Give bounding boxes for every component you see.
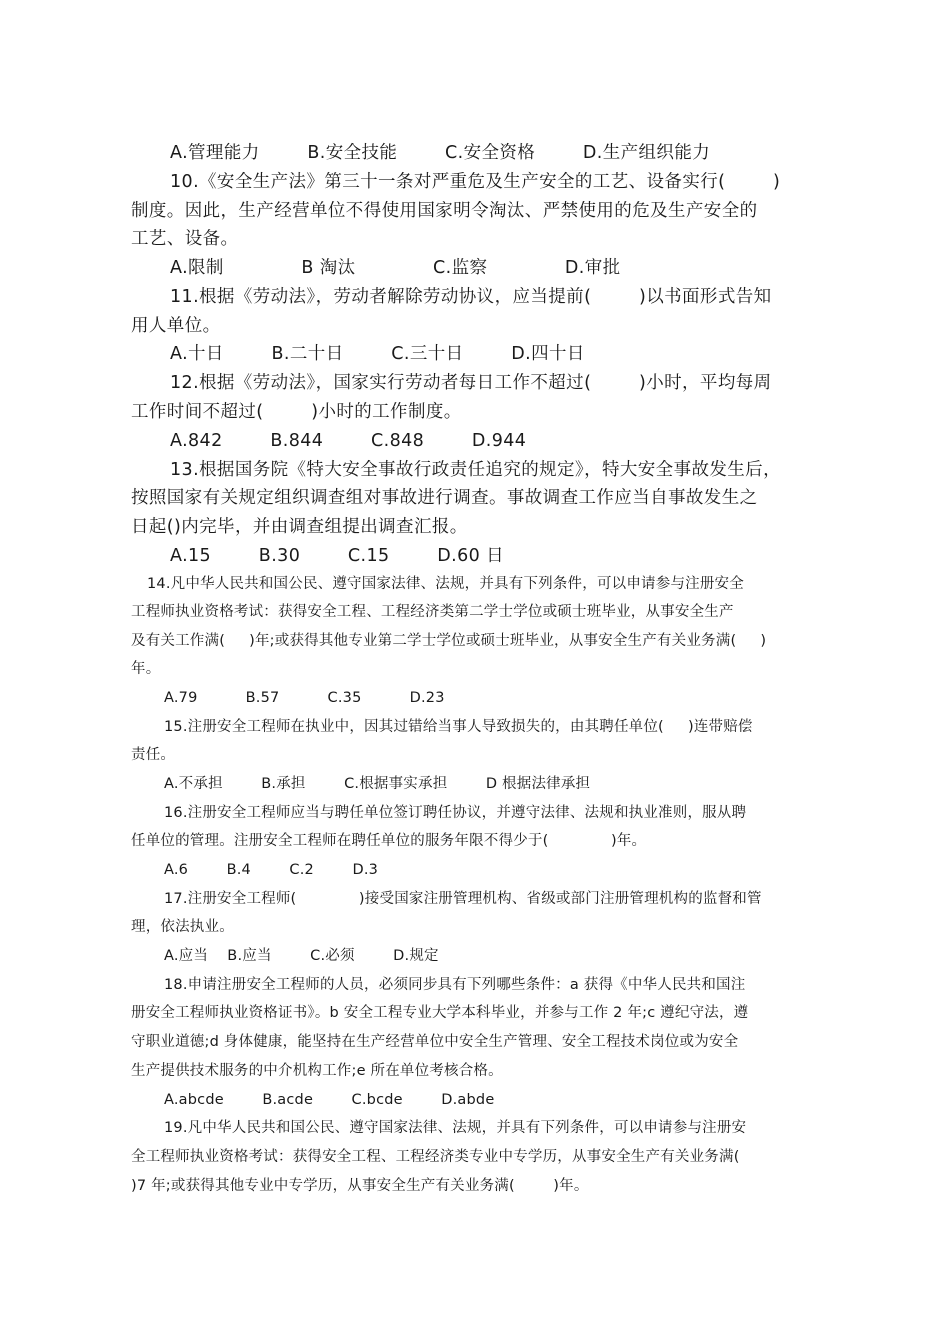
q11-text-line2: 用人单位。 <box>131 316 221 336</box>
q16-options: A.6 B.4 C.2 D.3 <box>164 862 379 878</box>
q13-text-line2: 按照国家有关规定组织调查组对事故进行调查。事故调查工作应当自事故发生之 <box>131 488 758 508</box>
q18-options: A.abcde B.acde C.bcde D.abde <box>164 1092 495 1108</box>
q11-text-line1: 11.根据《劳动法》，劳动者解除劳动协议，应当提前( )以书面形式告知 <box>170 287 772 307</box>
q14-text-line2: 工程师执业资格考试：获得安全工程、工程经济类第二学士学位或硕士班毕业，从事安全生产 <box>131 604 734 620</box>
q18-text-line3: 守职业道德;d 身体健康，能坚持在生产经营单位中安全生产管理、安全工程技术岗位或为安全 <box>131 1034 739 1050</box>
q10-text-line3: 工艺、设备。 <box>131 229 239 249</box>
q13-text-line3: 日起()内完毕，并由调查组提出调查汇报。 <box>131 517 468 537</box>
q15-text-line1: 15.注册安全工程师在执业中，因其过错给当事人导致损失的，由其聘任单位( )连带赔偿 <box>164 719 753 735</box>
q18-text-line1: 18.申请注册安全工程师的人员，必须同步具有下列哪些条件：a 获得《中华人民共和国注 <box>164 977 746 993</box>
q14-text-line4: 年。 <box>131 661 161 677</box>
q18-text-line2: 册安全工程师执业资格证书》。b 安全工程专业大学本科毕业，并参与工作 2 年;c 遵纪守法，遵 <box>131 1005 749 1021</box>
q12-text-line2: 工作时间不超过( )小时的工作制度。 <box>131 402 462 422</box>
q11-options: A.十日 B.二十日 C.三十日 D.四十日 <box>170 344 585 364</box>
q10-text-line2: 制度。因此，生产经营单位不得使用国家明令淘汰、严禁使用的危及生产安全的 <box>131 201 758 221</box>
q14-text-line1: 14.凡中华人民共和国公民、遵守国家法律、法规，并具有下列条件，可以申请参与注册安全 <box>147 576 744 592</box>
q14-text-line3: 及有关工作满( )年;或获得其他专业第二学士学位或硕士班毕业，从事安全生产有关业务满( ) <box>131 633 767 649</box>
q16-text-line1: 16.注册安全工程师应当与聘任单位签订聘任协议，并遵守法律、法规和执业准则，服从聘 <box>164 805 747 821</box>
q12-options: A.842 B.844 C.848 D.944 <box>170 431 527 451</box>
q10-options: A.限制 B 淘汰 C.监察 D.审批 <box>170 258 621 278</box>
q9-options: A.管理能力 B.安全技能 C.安全资格 D.生产组织能力 <box>170 143 711 163</box>
q15-text-line2: 责任。 <box>131 747 176 763</box>
q12-text-line1: 12.根据《劳动法》，国家实行劳动者每日工作不超过( )小时，平均每周 <box>170 373 772 393</box>
q16-text-line2: 任单位的管理。注册安全工程师在聘任单位的服务年限不得少于( )年。 <box>131 833 647 849</box>
q17-options: A.应当 B.应当 C.必须 D.规定 <box>164 948 439 964</box>
q13-options: A.15 B.30 C.15 D.60 日 <box>170 546 505 566</box>
q14-options: A.79 B.57 C.35 D.23 <box>164 690 445 706</box>
q17-text-line1: 17.注册安全工程师( )接受国家注册管理机构、省级或部门注册管理机构的监督和管 <box>164 891 762 907</box>
q19-text-line1: 19.凡中华人民共和国公民、遵守国家法律、法规，并具有下列条件，可以申请参与注册安 <box>164 1120 747 1136</box>
q17-text-line2: 理，依法执业。 <box>131 919 234 935</box>
q10-text-line1: 10.《安全生产法》第三十一条对严重危及生产安全的工艺、设备实行( ) <box>170 172 781 192</box>
q13-text-line1: 13.根据国务院《特大安全事故行政责任追究的规定》，特大安全事故发生后， <box>170 460 781 480</box>
q19-text-line2: 全工程师执业资格考试：获得安全工程、工程经济类专业中专学历，从事安全生产有关业务满( <box>131 1149 740 1165</box>
q15-options: A.不承担 B.承担 C.根据事实承担 D 根据法律承担 <box>164 776 591 792</box>
q18-text-line4: 生产提供技术服务的中介机构工作;e 所在单位考核合格。 <box>131 1063 503 1079</box>
q19-text-line3: )7 年;或获得其他专业中专学历，从事安全生产有关业务满( )年。 <box>131 1178 589 1194</box>
